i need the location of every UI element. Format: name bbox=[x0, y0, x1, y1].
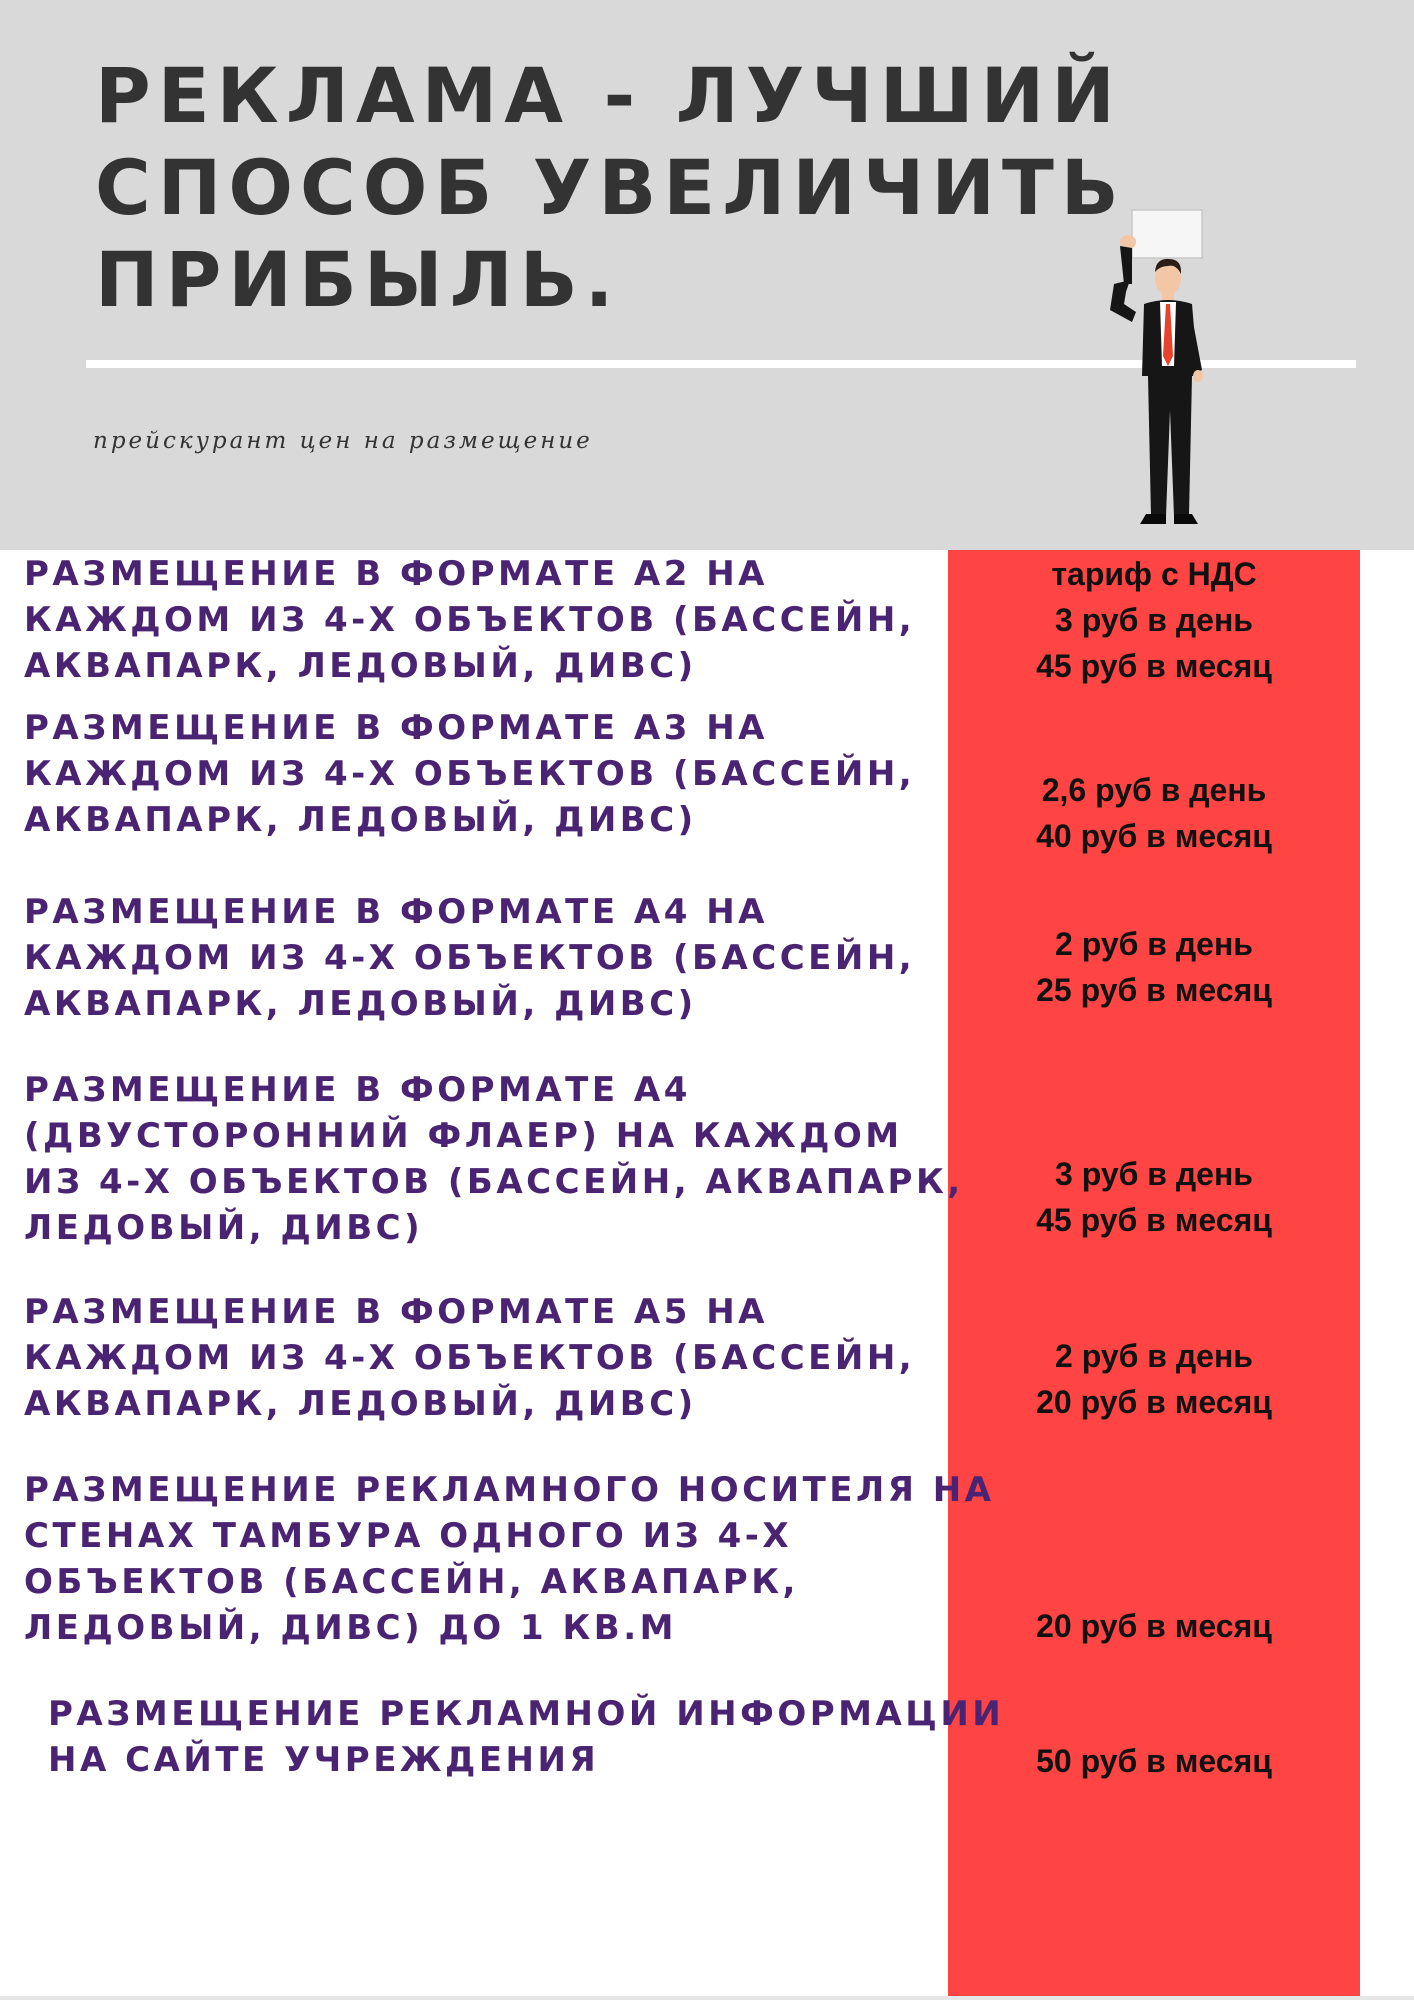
page-title bbox=[95, 50, 1126, 326]
price-per-month-a3: 40 руб в месяц bbox=[1036, 818, 1272, 854]
price-column-header bbox=[948, 551, 1360, 597]
price-per-day-a2: 3 руб в день bbox=[1055, 602, 1253, 638]
service-description-vestibule-walls: РАЗМЕЩЕНИЕ РЕКЛАМНОГО НОСИТЕЛЯ НА СТЕНАХ ТАМБУРА ОДНОГО ИЗ 4-Х ОБЪЕКТОВ (БАССЕЙН, АКВАПАРК, ЛЕДОВЫЙ, ДИВС) ДО 1 КВ.М bbox=[24, 1470, 995, 1648]
price-per-day-a5: 2 руб в день bbox=[1055, 1338, 1253, 1374]
price-per-day-a4: 2 руб в день bbox=[1055, 926, 1253, 962]
price-per-day-a4-flyer: 3 руб в день bbox=[1055, 1156, 1253, 1192]
service-description-website: РАЗМЕЩЕНИЕ РЕКЛАМНОЙ ИНФОРМАЦИИ НА САЙТЕ УЧРЕЖДЕНИЯ bbox=[48, 1694, 1005, 1780]
price-block-website bbox=[948, 1738, 1360, 1784]
price-per-month-a5: 20 руб в месяц bbox=[1036, 1384, 1272, 1420]
price-block-a2 bbox=[948, 597, 1360, 689]
price-per-month-website: 50 руб в месяц bbox=[1036, 1743, 1272, 1779]
bottom-border bbox=[0, 1996, 1414, 2000]
price-header-label: тариф с НДС bbox=[1051, 556, 1257, 592]
service-description-a4: РАЗМЕЩЕНИЕ В ФОРМАТЕ А4 НА КАЖДОМ ИЗ 4-Х ОБЪЕКТОВ (БАССЕЙН, АКВАПАРК, ЛЕДОВЫЙ, ДИВС) bbox=[24, 892, 916, 1024]
price-per-day-a3: 2,6 руб в день bbox=[1041, 772, 1267, 808]
price-per-month-a4-flyer: 45 руб в месяц bbox=[1036, 1202, 1272, 1238]
price-per-month-a2: 45 руб в месяц bbox=[1036, 648, 1272, 684]
price-per-month-vestibule-walls: 20 руб в месяц bbox=[1036, 1608, 1272, 1644]
service-description-a4-flyer: РАЗМЕЩЕНИЕ В ФОРМАТЕ А4 (ДВУСТОРОННИЙ ФЛАЕР) НА КАЖДОМ ИЗ 4-Х ОБЪЕКТОВ (БАССЕЙН, АКВАПАРК, ЛЕДОВЫЙ, ДИВС) bbox=[24, 1070, 964, 1248]
price-block-a4-flyer bbox=[948, 1151, 1360, 1243]
price-block-a5 bbox=[948, 1333, 1360, 1425]
service-description-a3: РАЗМЕЩЕНИЕ В ФОРМАТЕ А3 НА КАЖДОМ ИЗ 4-Х ОБЪЕКТОВ (БАССЕЙН, АКВАПАРК, ЛЕДОВЫЙ, ДИВС) bbox=[24, 708, 916, 840]
header-banner bbox=[0, 0, 1414, 550]
page-subtitle: прейскурант цен на размещение bbox=[93, 428, 593, 454]
price-block-a3 bbox=[948, 767, 1360, 859]
service-description-a5: РАЗМЕЩЕНИЕ В ФОРМАТЕ А5 НА КАЖДОМ ИЗ 4-Х ОБЪЕКТОВ (БАССЕЙН, АКВАПАРК, ЛЕДОВЫЙ, ДИВС) bbox=[24, 1292, 916, 1424]
service-description-a2: РАЗМЕЩЕНИЕ В ФОРМАТЕ А2 НА КАЖДОМ ИЗ 4-Х ОБЪЕКТОВ (БАССЕЙН, АКВАПАРК, ЛЕДОВЫЙ, ДИВС) bbox=[24, 554, 916, 686]
title-line-2: СПОСОБ УВЕЛИЧИТЬ bbox=[95, 143, 1126, 232]
title-line-1: РЕКЛАМА - ЛУЧШИЙ bbox=[95, 51, 1122, 140]
price-per-month-a4: 25 руб в месяц bbox=[1036, 972, 1272, 1008]
businessman-holding-sign-icon bbox=[1090, 200, 1210, 530]
title-line-3: ПРИБЫЛЬ. bbox=[95, 235, 621, 324]
price-block-vestibule-walls bbox=[948, 1603, 1360, 1649]
price-block-a4 bbox=[948, 921, 1360, 1013]
